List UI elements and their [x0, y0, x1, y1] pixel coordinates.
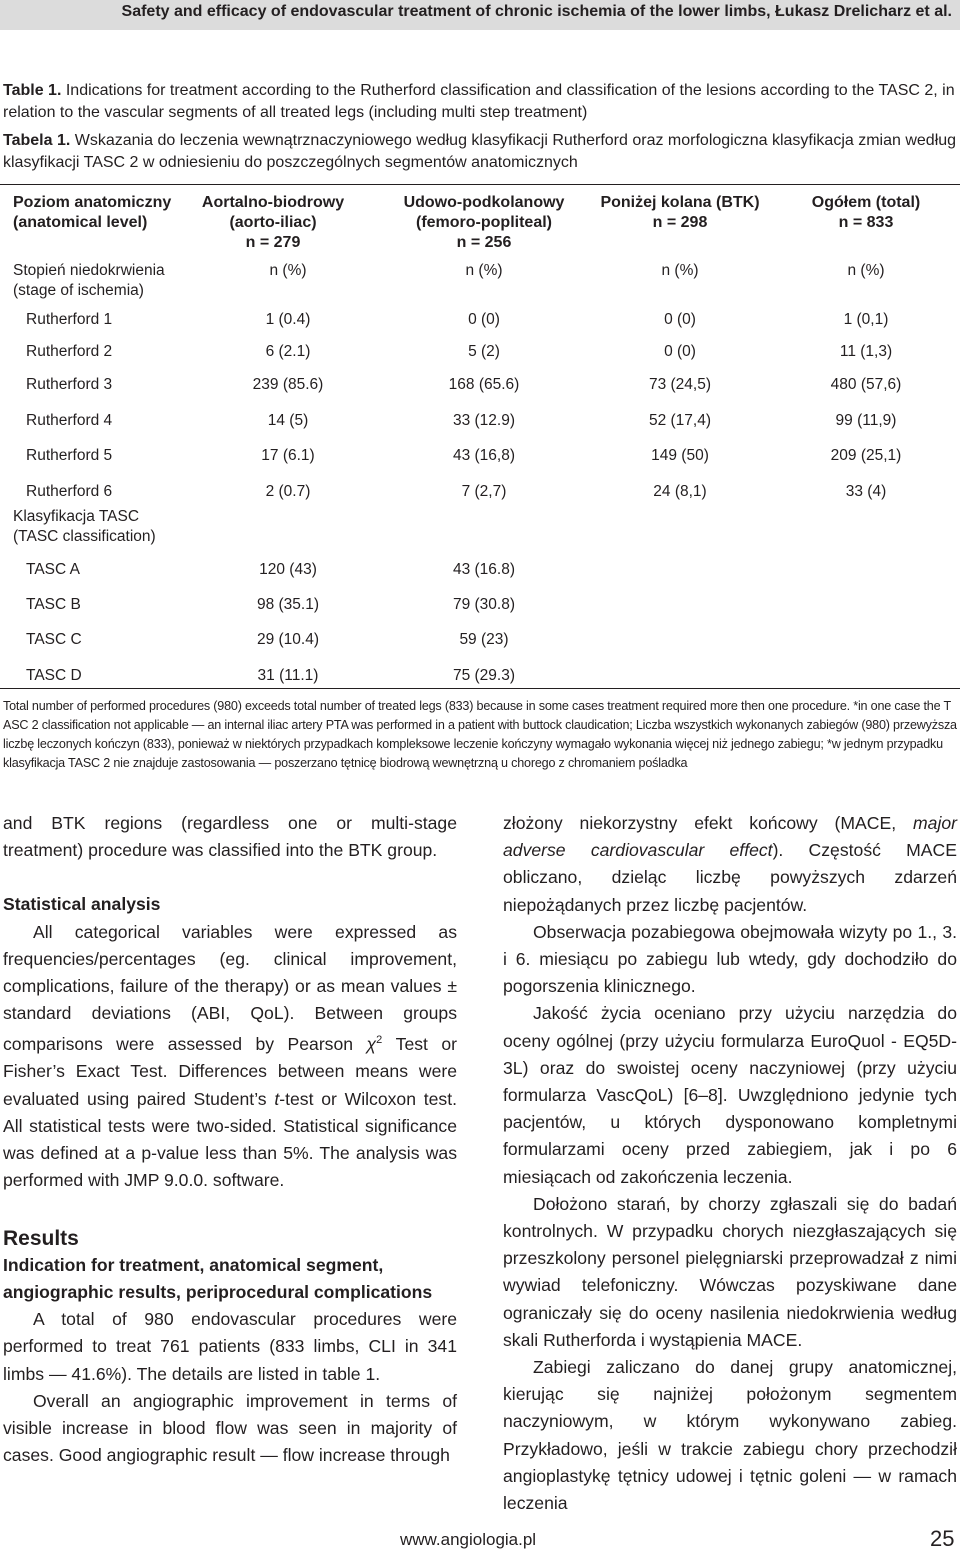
- table-cell: 5 (2): [468, 343, 500, 360]
- stage-of-ischemia-label: Stopień niedokrwienia (stage of ischemia): [13, 262, 165, 299]
- table-cell: 239 (85.6): [252, 376, 324, 393]
- column-header: Ogółem (total) n = 833: [811, 194, 921, 231]
- left-column: [3, 810, 457, 1469]
- right-column: [503, 810, 957, 1517]
- footer-url: www.angiologia.pl: [400, 1530, 537, 1549]
- text-run: złożony niekorzystny efekt końcowy (MACE,: [503, 813, 913, 833]
- table-cell: 209 (25,1): [830, 447, 902, 464]
- table-row-label: TASC A: [26, 561, 80, 578]
- column-header-anatomical-level: Poziom anatomiczny (anatomical level): [13, 194, 172, 231]
- unit-label: n (%): [661, 262, 699, 279]
- table-cell: 14 (5): [267, 412, 309, 429]
- table-cell: 73 (24,5): [648, 376, 712, 393]
- caption-pl-text: Wskazania do leczenia wewnątrznaczyniowego według klasyfikacji Rutherford oraz morfologiczna klasyfikacja zmian według klasyfikacji TASC 2 w odniesieniu do poszczególnych segmentów anatomicznych: [3, 132, 957, 171]
- table-cell: 1 (0,1): [843, 311, 889, 328]
- table-cell: 52 (17,4): [648, 412, 712, 429]
- table-bottom-rule: [0, 688, 960, 689]
- text-run: Test or Fisher’s Exact Test. Differences between means were evaluated using paired Student’s: [3, 1034, 457, 1109]
- table-cell: 59 (23): [459, 631, 509, 648]
- table-cell: 6 (2.1): [265, 343, 311, 360]
- table-cell: 31 (11.1): [257, 667, 319, 684]
- paragraph: Jakość życia oceniano przy użyciu narzędzia do oceny ogólnej (przy użyciu formularza EuroQuol - EQ5D-3L) oraz do swoistej oceny naczyniowej (przy użyciu formularza VascQoL) [6–8]. Uwzględniono jedynie tych pacjentów, u których dysponowano kompletnymi formularzami oceny przed zabiegiem, jak i po 6 miesiącach od zakończenia leczenia.: [503, 1003, 957, 1187]
- table-cell: 0 (0): [664, 343, 696, 360]
- column-header: Aortalno-biodrowy (aorto-iliac) n = 279: [201, 194, 345, 251]
- table-cell: 98 (35.1): [256, 596, 320, 613]
- italic-t: t: [274, 1088, 280, 1109]
- unit-label: n (%): [847, 262, 885, 279]
- table-cell: 11 (1,3): [839, 343, 893, 360]
- table-cell: 168 (65.6): [448, 376, 520, 393]
- caption-en-label: Table 1.: [3, 82, 62, 99]
- table-row-label: TASC C: [26, 631, 82, 648]
- table-row-label: Rutherford 3: [26, 376, 113, 393]
- table-caption-en: [3, 80, 957, 124]
- text-run: All categorical variables were expressed as frequencies/percentages (eg. clinical improvement, complications, failure of the therapy) or as mean values ± standard deviations (ABI, QoL). Between groups comparisons were assessed by Pearson: [3, 921, 457, 1055]
- table-cell: 24 (8,1): [653, 483, 707, 500]
- section-heading-statistical-analysis: Statistical analysis: [3, 894, 161, 915]
- table-cell: 0 (0): [664, 311, 696, 328]
- table-cell: 99 (11,9): [835, 412, 897, 429]
- running-header: [0, 0, 960, 30]
- paragraph: A total of 980 endovascular procedures were performed to treat 761 patients (833 limbs, CLI in 341 limbs — 41.6%). The details are listed in table 1.: [3, 1309, 457, 1384]
- table-cell: 17 (6.1): [261, 447, 315, 464]
- table-cell: 29 (10.4): [256, 631, 320, 648]
- table-cell: 33 (12.9): [452, 412, 516, 429]
- column-header: Udowo-podkolanowy (femoro-popliteal) n = 256: [403, 194, 565, 251]
- text-run: -test or Wilcoxon test. All statistical tests were two-sided. Statistical significance was defined at a p-value less than 5%. The analysis was performed with JMP 9.0.0. software.: [3, 1088, 457, 1191]
- table-row-label: Rutherford 6: [26, 483, 113, 500]
- table-row-label: Rutherford 5: [26, 447, 113, 464]
- italic-text: major adverse cardiovascular effect: [503, 813, 957, 861]
- table-cell: 149 (50): [651, 447, 709, 464]
- table-footnote: Total number of performed procedures (980) exceeds total number of treated legs (833) because in some cases treatment required more then one procedure. *in one case the T ASC 2 classification not applicable — an internal iliac artery PTA was performed in a patient with buttock claudication; Liczba wszystkich wykonanych zabiegów (980) przewyższa liczbę leczonych kończyn (833), ponieważ w niektórych przypadkach kompleksowe leczenie kończyny wymagało wykonania więcej niż jednego zabiegu; *w jednym przypadku klasyfikacja TASC 2 nie znajduje zastosowania — poszerzano tętnicę biodrową wewnętrzną u chorego z chromaniem pośladka: [3, 699, 957, 770]
- paragraph-statistics: [3, 919, 457, 1195]
- table-cell: 2 (0.7): [265, 483, 311, 500]
- caption-en-text: Indications for treatment according to the Rutherford classification and classification of the lesions according to the TASC 2, in relation to the vascular segments of all treated legs (including multi step treatment): [3, 82, 955, 121]
- paragraph: and BTK regions (regardless one or multi-stage treatment) procedure was classified into the BTK group.: [3, 813, 457, 861]
- table-cell: 43 (16.8): [452, 561, 516, 578]
- paragraph: Overall an angiographic improvement in terms of visible increase in blood flow was seen in majority of cases. Good angiographic result — flow increase through: [3, 1390, 457, 1466]
- paragraph: Zabiegi zaliczano do danej grupy anatomicznej, kierując się najniżej położonym segmentem naczyniowym, w którym wykonywano zabieg. Przykładowo, jeśli w trakcie zabiegu chory przechodził angioplastykę tętnicy udowej i tętnic goleni — w ramach leczenia: [503, 1357, 957, 1514]
- superscript: 2: [376, 1034, 383, 1047]
- paragraph: Obserwacja pozabiegowa obejmowała wizyty po 1., 3. i 6. miesiącu po zabiegu lub wtedy, gdy dochodziło do pogorszenia klinicznego.: [503, 921, 957, 997]
- unit-label: n (%): [465, 262, 503, 279]
- table-row-label: Rutherford 1: [26, 311, 113, 328]
- table-cell: 43 (16,8): [452, 447, 516, 464]
- running-header-title: Safety and efficacy of endovascular treatment of chronic ischemia of the lower limbs, Łukasz Drelicharz et al.: [121, 3, 952, 20]
- caption-pl-label: Tabela 1.: [3, 132, 71, 149]
- table-cell: 7 (2,7): [461, 483, 507, 500]
- table-cell: 33 (4): [845, 483, 887, 500]
- table-cell: 1 (0.4): [265, 311, 311, 328]
- text-run: ). Częstość MACE obliczano, dzieląc liczbę powyższych zdarzeń niepożądanych przez liczbę pacjentów.: [503, 840, 957, 915]
- table-row-label: Rutherford 4: [26, 412, 113, 429]
- unit-label: n (%): [269, 262, 307, 279]
- table-cell: 120 (43): [259, 561, 317, 578]
- table-cell: 0 (0): [468, 311, 500, 328]
- table-row-label: Rutherford 2: [26, 343, 113, 360]
- table-cell: 75 (29.3): [452, 667, 516, 684]
- chi-symbol: χ: [366, 1034, 377, 1055]
- page-number: 25: [930, 1526, 955, 1551]
- table-row-label: TASC D: [26, 667, 82, 684]
- table-row-label: TASC B: [26, 596, 81, 613]
- paragraph: [503, 810, 957, 919]
- column-header: Poniżej kolana (BTK) n = 298: [600, 194, 760, 231]
- table-cell: 79 (30.8): [452, 596, 516, 613]
- tasc-classification-label: Klasyfikacja TASC (TASC classification): [13, 508, 156, 545]
- table-caption-pl: [3, 130, 957, 174]
- subsection-heading-indication: Indication for treatment, anatomical segment, angiographic results, periprocedural complications: [3, 1254, 433, 1302]
- paragraph: Dołożono starań, by chorzy zgłaszali się do badań kontrolnych. W przypadku chorych niezgłaszających się przeszkolony personel pielęgniarski przeprowadzał z nimi wywiad telefoniczny. Wówczas pozyskiwane dane ograniczały się do oceny nasilenia niedokrwienia według skali Rutherforda i wystąpienia MACE.: [503, 1193, 957, 1350]
- table-cell: 480 (57,6): [830, 376, 902, 393]
- table-top-rule: [0, 184, 960, 185]
- section-heading-results: Results: [3, 1226, 79, 1250]
